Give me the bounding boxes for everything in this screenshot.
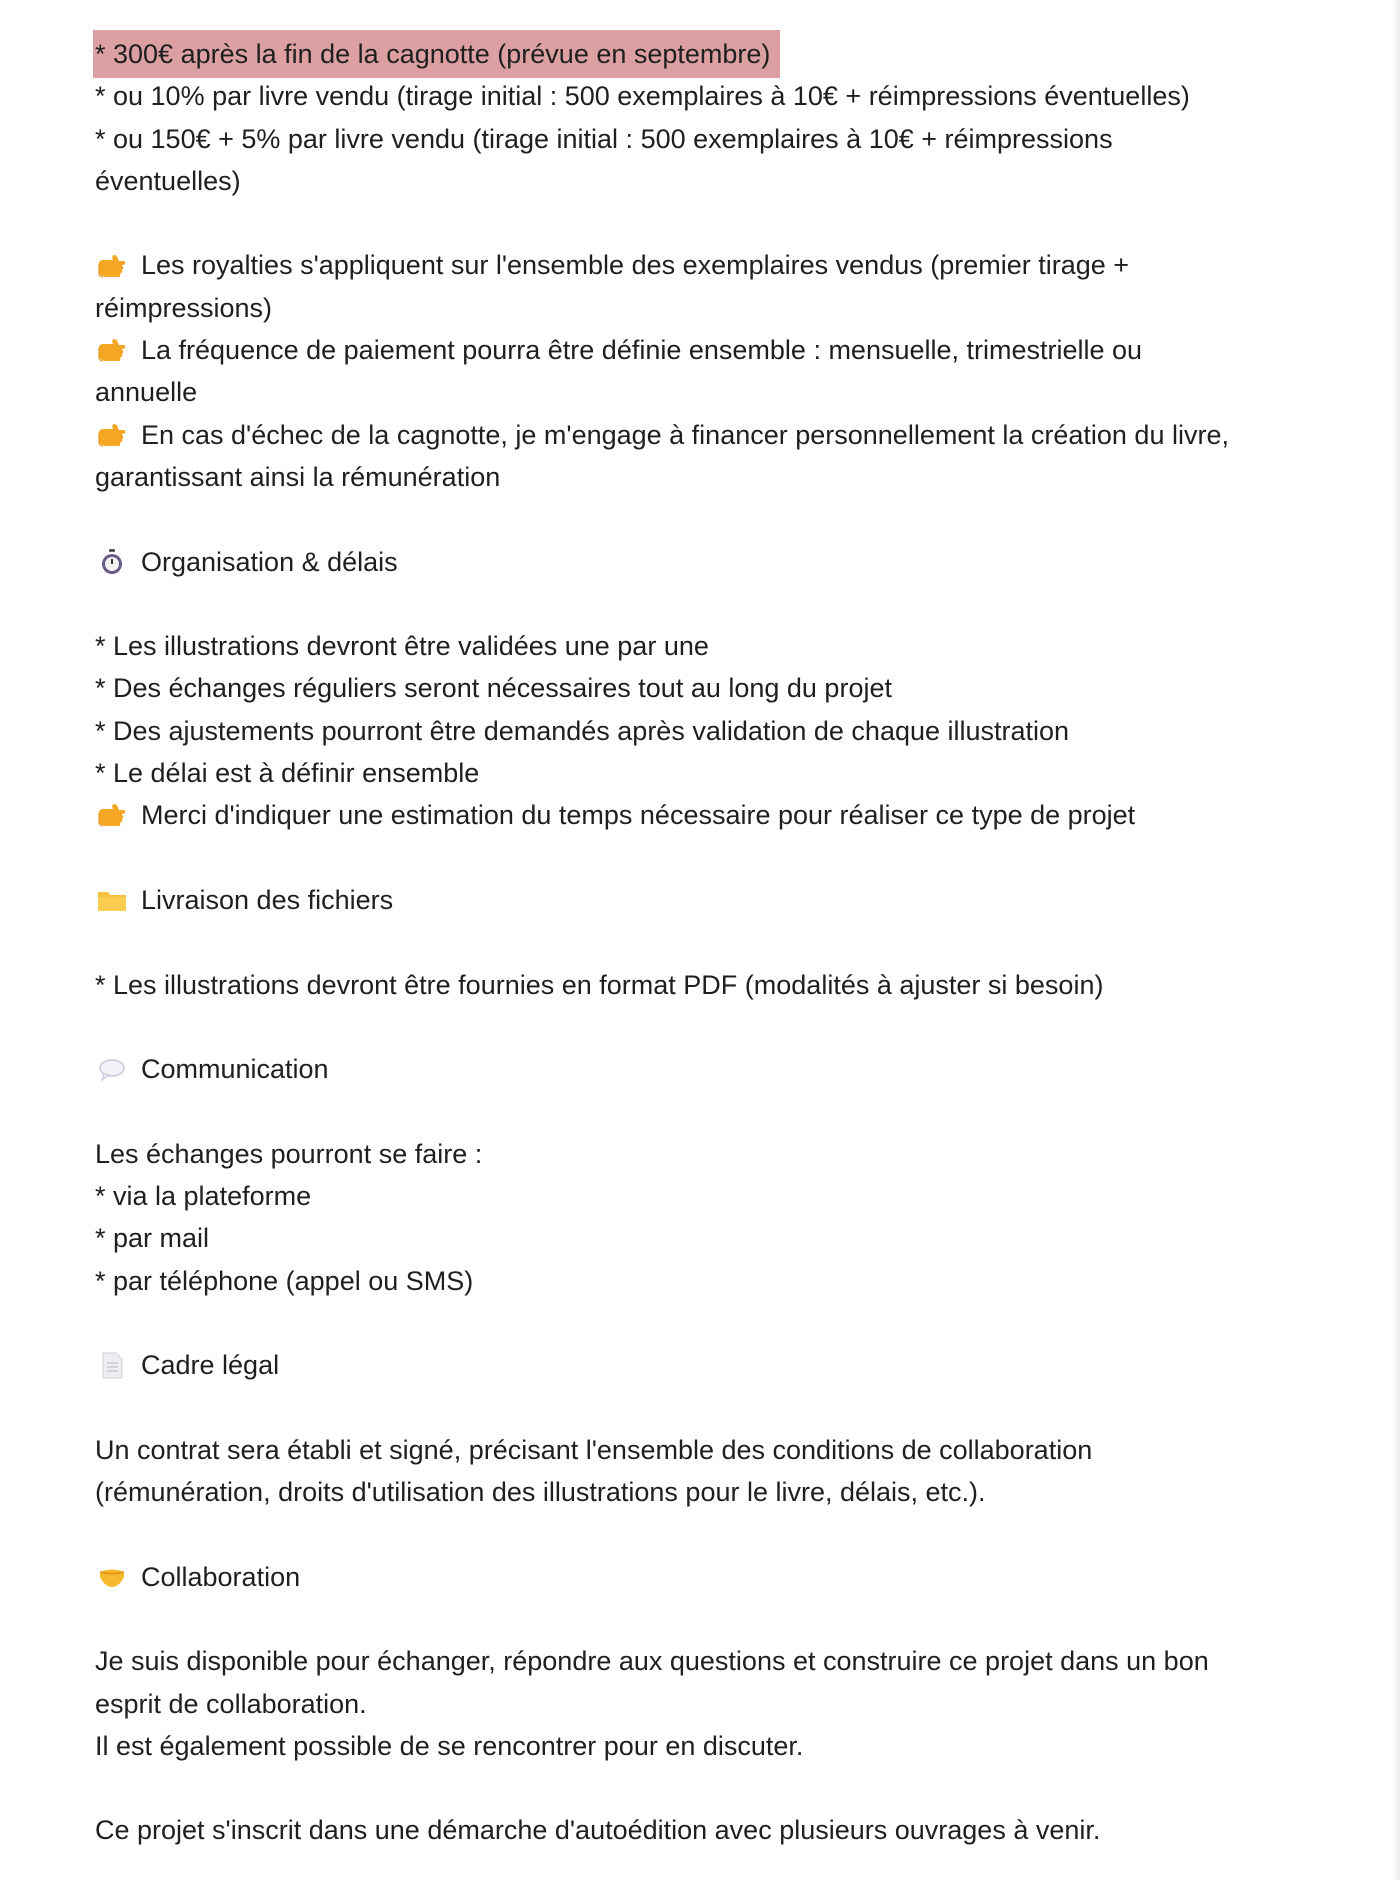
collaboration-line: esprit de collaboration. [95,1688,367,1719]
section-heading-cadre-legal [95,1344,1325,1386]
organisation-item: * Le délai est à définir ensemble [95,758,480,789]
handshake-icon [95,1562,129,1592]
communication-intro: Les échanges pourront se faire : [95,1138,483,1169]
collaboration-line: Je suis disponible pour échanger, répondre aux questions et construire ce projet dans un bon [95,1646,1209,1677]
communication-item: * par téléphone (appel ou SMS) [95,1265,474,1296]
livraison-item: * Les illustrations devront être fournies en format PDF (modalités à ajuster si besoin) [95,969,1104,1000]
stopwatch-icon [95,547,129,577]
page-edge-shadow [1392,0,1400,1880]
highlighted-text: * 300€ après la fin de la cagnotte (prévue en septembre) [93,30,780,78]
note-failure-text: En cas d'échec de la cagnotte, je m'engage à financer personnellement la création du livre, [141,419,1229,450]
note-royalties-line-1 [95,244,1325,286]
section-heading-collaboration [95,1556,1325,1598]
collaboration-line: Il est également possible de se rencontrer pour en discuter. [95,1730,804,1761]
note-failure-line-2: garantissant ainsi la rémunération [95,461,501,492]
speech-balloon-icon [95,1054,129,1084]
remuneration-option-percent: * ou 10% par livre vendu (tirage initial : 500 exemplaires à 10€ + réimpressions éventuelles) [95,81,1190,112]
organisation-note-text: Merci d'indiquer une estimation du temps nécessaire pour réaliser ce type de projet [141,800,1136,831]
remuneration-option-mixed-line-2: éventuelles) [95,165,241,196]
communication-item: * par mail [95,1223,210,1254]
backhand-index-pointing-right-icon [95,800,129,830]
note-royalties-text: Les royalties s'appliquent sur l'ensemble des exemplaires vendus (premier tirage + [141,250,1130,281]
closing-line: Ce projet s'inscrit dans une démarche d'autoédition avec plusieurs ouvrages à venir. [95,1815,1101,1846]
note-frequency-line-2: annuelle [95,377,198,408]
backhand-index-pointing-right-icon [95,420,129,450]
organisation-item: * Les illustrations devront être validées une par une [95,631,709,662]
note-frequency-line-1 [95,329,1325,371]
cadre-legal-line: (rémunération, droits d'utilisation des illustrations pour le livre, délais, etc.). [95,1477,986,1508]
backhand-index-pointing-right-icon [95,335,129,365]
remuneration-option-mixed-line-1: * ou 150€ + 5% par livre vendu (tirage initial : 500 exemplaires à 10€ + réimpressions [95,123,1113,154]
backhand-index-pointing-right-icon [95,251,129,281]
section-title: Livraison des fichiers [141,884,394,915]
communication-item: * via la plateforme [95,1181,312,1212]
section-title: Collaboration [141,1561,301,1592]
note-frequency-text: La fréquence de paiement pourra être définie ensemble : mensuelle, trimestrielle ou [141,335,1143,366]
note-failure-line-1 [95,414,1325,456]
section-title: Organisation & délais [141,546,398,577]
section-heading-communication [95,1048,1325,1090]
section-heading-organisation [95,541,1325,583]
organisation-note [95,794,1325,836]
remuneration-option-fixed [95,33,1325,75]
organisation-item: * Des ajustements pourront être demandés après validation de chaque illustration [95,715,1070,746]
document-body [95,33,1325,1852]
folder-icon [95,885,129,915]
page-document-icon [95,1350,129,1380]
organisation-item: * Des échanges réguliers seront nécessaires tout au long du projet [95,673,892,704]
section-title: Cadre légal [141,1350,280,1381]
section-title: Communication [141,1054,329,1085]
note-royalties-line-2: réimpressions) [95,292,273,323]
cadre-legal-line: Un contrat sera établi et signé, précisant l'ensemble des conditions de collaboration [95,1434,1093,1465]
section-heading-livraison [95,879,1325,921]
